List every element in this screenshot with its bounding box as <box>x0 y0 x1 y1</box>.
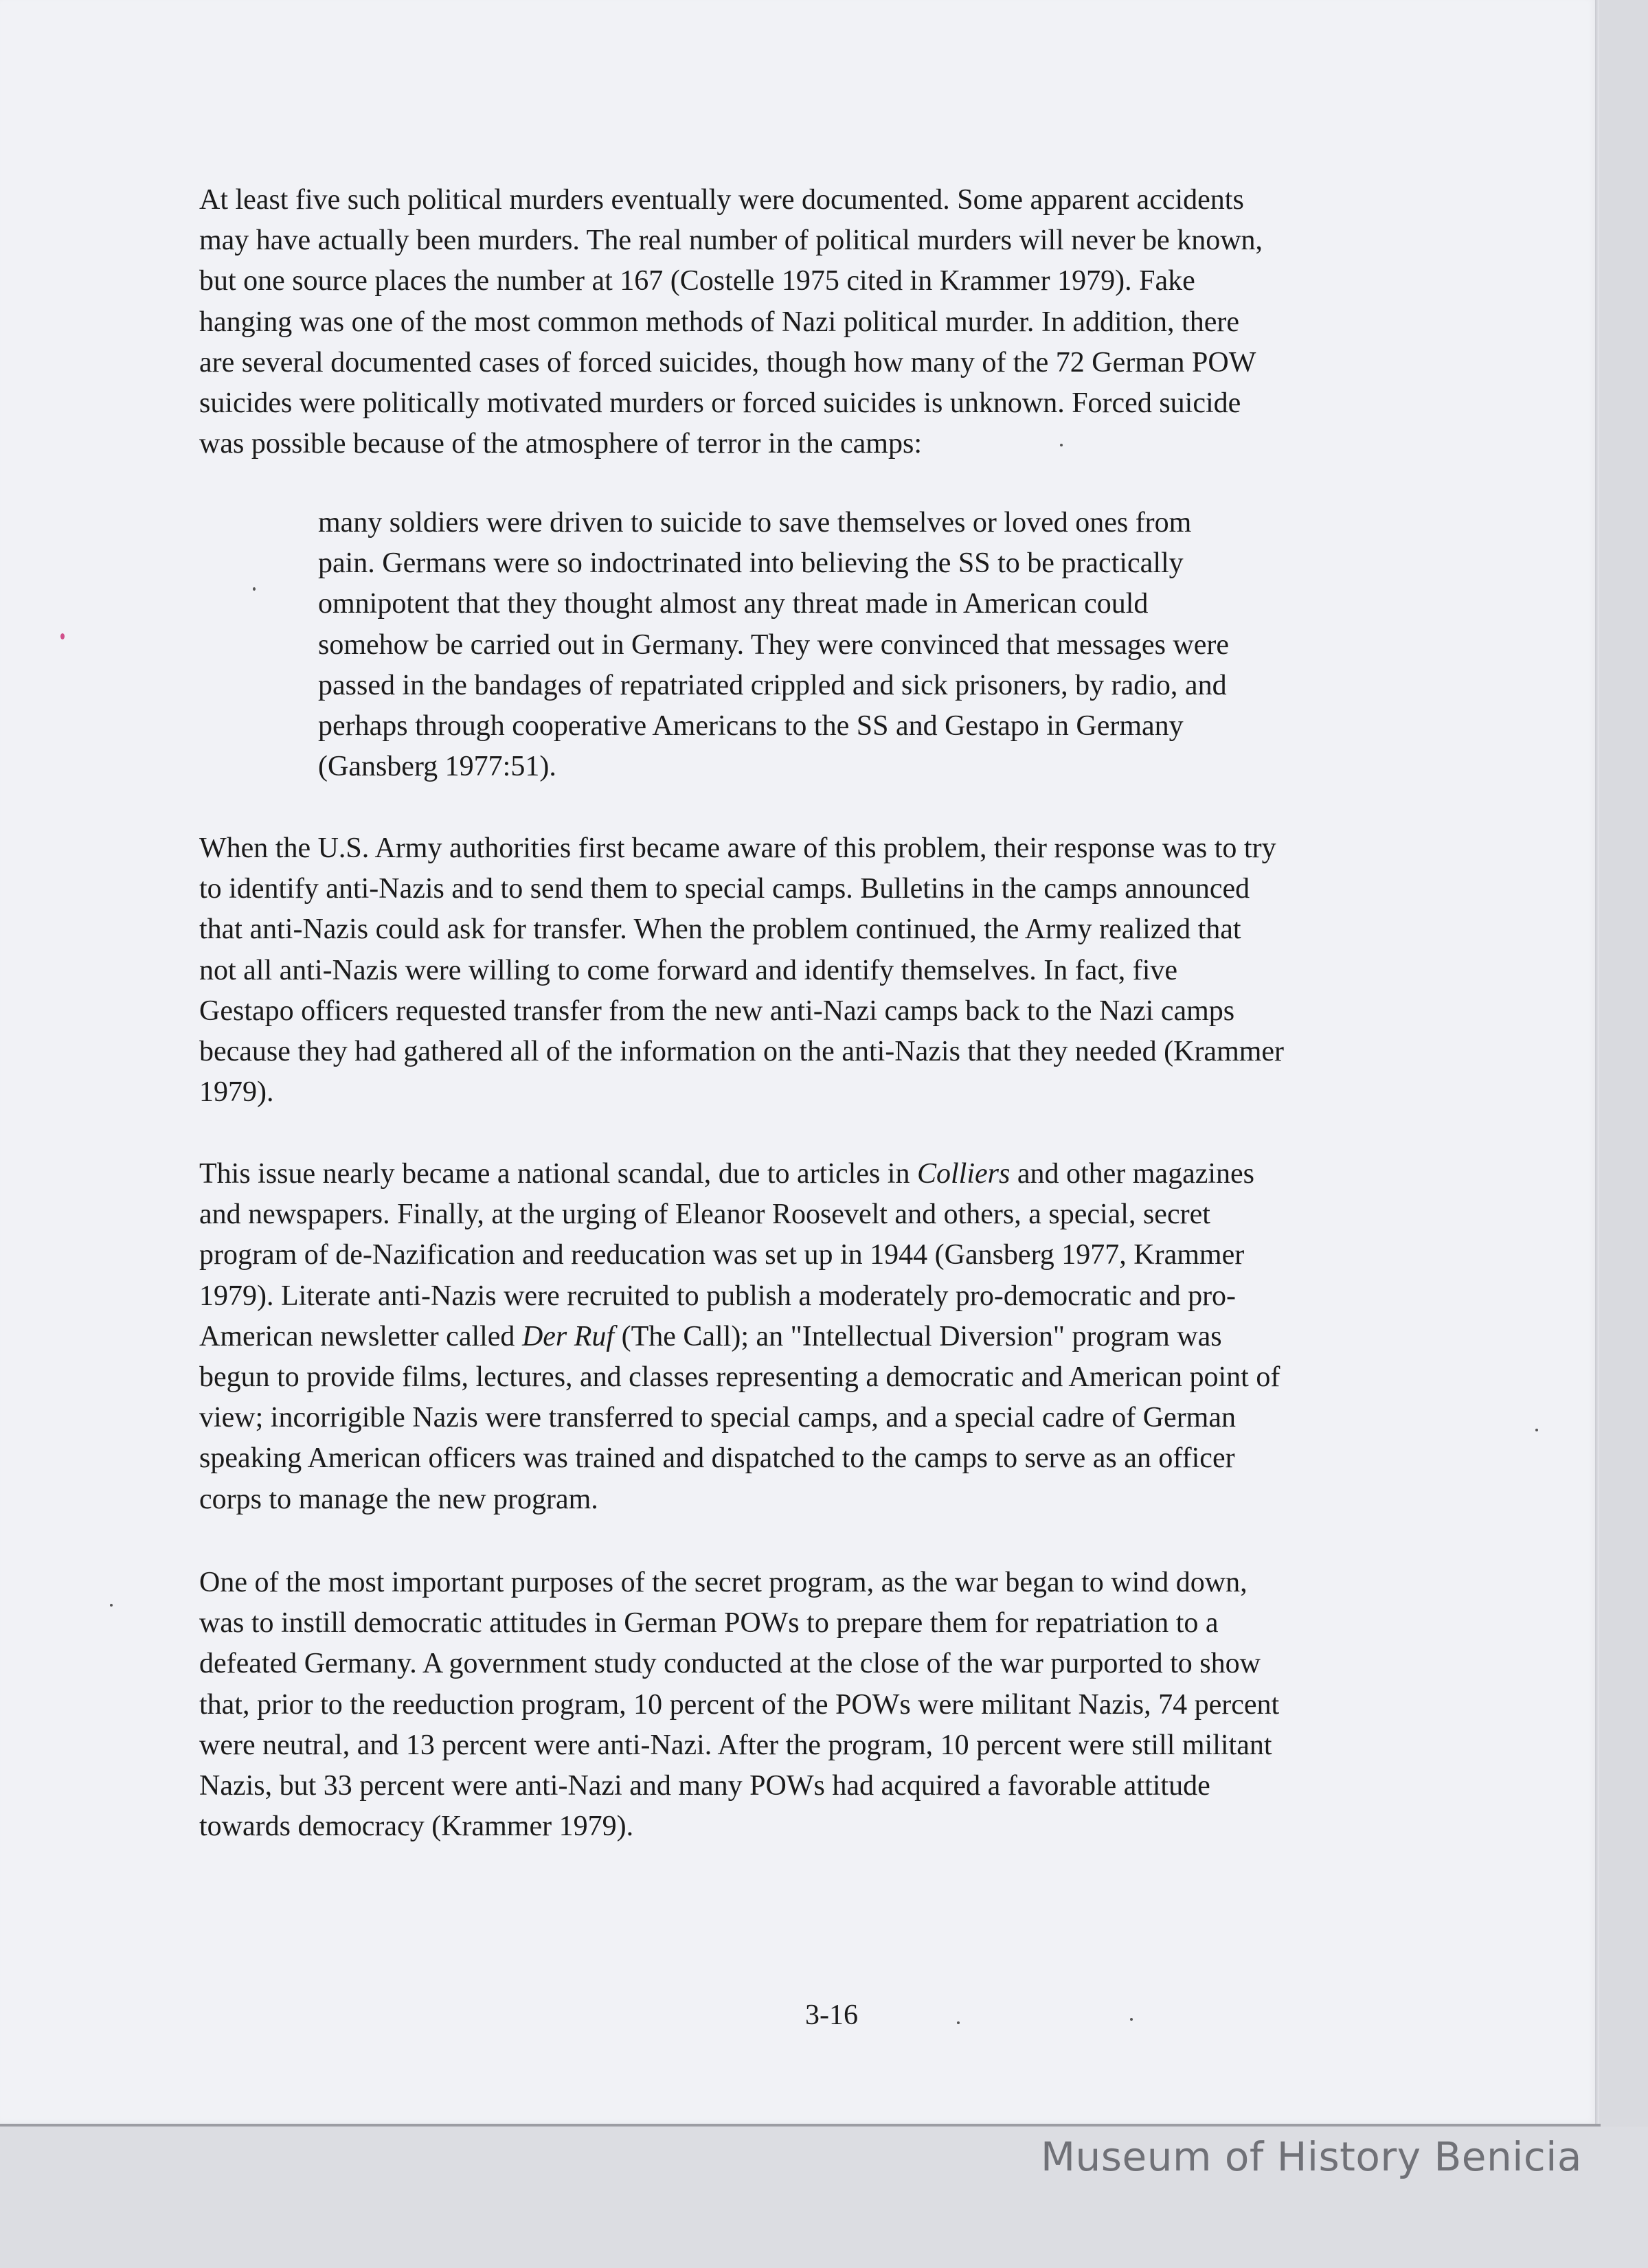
text-segment: (The Call); an "Intellectual Diversion" program was <box>614 1320 1222 1352</box>
scan-speck <box>957 2021 960 2024</box>
text-line: speaking American officers was trained and dispatched to the camps to serve as an officer <box>199 1442 1235 1475</box>
text-line: and newspapers. Finally, at the urging of Eleanor Roosevelt and others, a special, secret <box>199 1199 1210 1231</box>
page-edge-right <box>1595 0 1599 2129</box>
text-line: may have actually been murders. The real number of political murders will never be known, <box>199 225 1263 257</box>
text-line <box>199 1317 1280 1357</box>
text-line: was to instill democratic attitudes in German POWs to prepare them for repatriation to a <box>199 1607 1219 1640</box>
text-line: not all anti-Nazis were willing to come forward and identify themselves. In fact, five <box>199 954 1178 986</box>
scan-speck <box>110 1604 113 1607</box>
text-segment: This issue nearly became a national scandal, due to articles in <box>199 1158 917 1190</box>
text-line: program of de-Nazification and reeducation was set up in 1944 (Gansberg 1977, Krammer <box>199 1239 1245 1271</box>
museum-watermark: Museum of History Benicia <box>1041 2133 1582 2180</box>
text-line: At least five such political murders eventually were documented. Some apparent accidents <box>199 184 1244 216</box>
page-number: 3-16 <box>805 1999 858 2031</box>
text-segment: and other magazines <box>1010 1158 1255 1190</box>
italic-title-der-ruf: Der Ruf <box>521 1320 615 1352</box>
text-line: hanging was one of the most common methods of Nazi political murder. In addition, there <box>199 306 1239 338</box>
text-line: Gestapo officers requested transfer from the new anti-Nazi camps back to the Nazi camps <box>199 995 1235 1027</box>
text-line: was possible because of the atmosphere of terror in the camps: <box>199 428 922 460</box>
text-line: that anti-Nazis could ask for transfer. When the problem continued, the Army realized that <box>199 914 1241 946</box>
text-line: 1979). <box>199 1076 274 1109</box>
text-line: Nazis, but 33 percent were anti-Nazi and many POWs had acquired a favorable attitude <box>199 1769 1210 1802</box>
italic-title-colliers: Colliers <box>916 1158 1011 1190</box>
paragraph-political-murders <box>199 180 1263 464</box>
text-line: are several documented cases of forced suicides, though how many of the 72 German POW <box>199 346 1256 378</box>
text-line: were neutral, and 13 percent were anti-Nazi. After the program, 10 percent were still militant <box>199 1729 1272 1761</box>
quote-line: perhaps through cooperative Americans to the SS and Gestapo in Germany <box>318 710 1184 742</box>
text-line: view; incorrigible Nazis were transferred to special camps, and a special cadre of German <box>199 1402 1236 1434</box>
text-line: One of the most important purposes of the secret program, as the war began to wind down, <box>199 1567 1248 1598</box>
text-line <box>199 1154 1280 1194</box>
quote-line: somehow be carried out in Germany. They were convinced that messages were <box>318 628 1230 661</box>
text-segment: American newsletter called <box>199 1320 522 1352</box>
text-line: that, prior to the reeduction program, 10 percent of the POWs were militant Nazis, 74 percent <box>199 1688 1280 1721</box>
paragraph-secret-program <box>199 1563 1279 1847</box>
text-line: begun to provide films, lectures, and classes representing a democratic and American point of <box>199 1361 1280 1393</box>
scan-speck <box>1060 444 1063 446</box>
quote-line: pain. Germans were so indoctrinated into believing the SS to be practically <box>318 547 1184 580</box>
paragraph-national-scandal <box>199 1154 1280 1520</box>
scan-speck <box>1130 2018 1133 2021</box>
scan-speck <box>253 587 256 591</box>
text-line: towards democracy (Krammer 1979). <box>199 1811 634 1843</box>
block-quote-gansberg <box>318 503 1229 787</box>
text-line: When the U.S. Army authorities first became aware of this problem, their response was to try <box>199 832 1276 864</box>
text-line: corps to manage the new program. <box>199 1483 598 1515</box>
scan-speck <box>1535 1429 1538 1431</box>
quote-line: omnipotent that they thought almost any threat made in American could <box>318 588 1149 620</box>
quote-line: (Gansberg 1977:51). <box>318 751 556 783</box>
text-line: because they had gathered all of the information on the anti-Nazis that they needed (Krammer <box>199 1035 1285 1067</box>
text-line: 1979). Literate anti-Nazis were recruited to publish a moderately pro-democratic and pro- <box>199 1280 1237 1312</box>
text-line: defeated Germany. A government study conducted at the close of the war purported to show <box>199 1648 1261 1680</box>
paragraph-army-response <box>199 828 1284 1113</box>
quote-line: passed in the bandages of repatriated crippled and sick prisoners, by radio, and <box>318 669 1227 701</box>
scan-speck <box>60 633 65 639</box>
quote-line: many soldiers were driven to suicide to save themselves or loved ones from <box>318 507 1192 538</box>
text-line: but one source places the number at 167 (Costelle 1975 cited in Krammer 1979). Fake <box>199 265 1195 297</box>
text-line: suicides were politically motivated murders or forced suicides is unknown. Forced suicide <box>199 387 1241 419</box>
text-line: to identify anti-Nazis and to send them to special camps. Bulletins in the camps announced <box>199 873 1250 905</box>
